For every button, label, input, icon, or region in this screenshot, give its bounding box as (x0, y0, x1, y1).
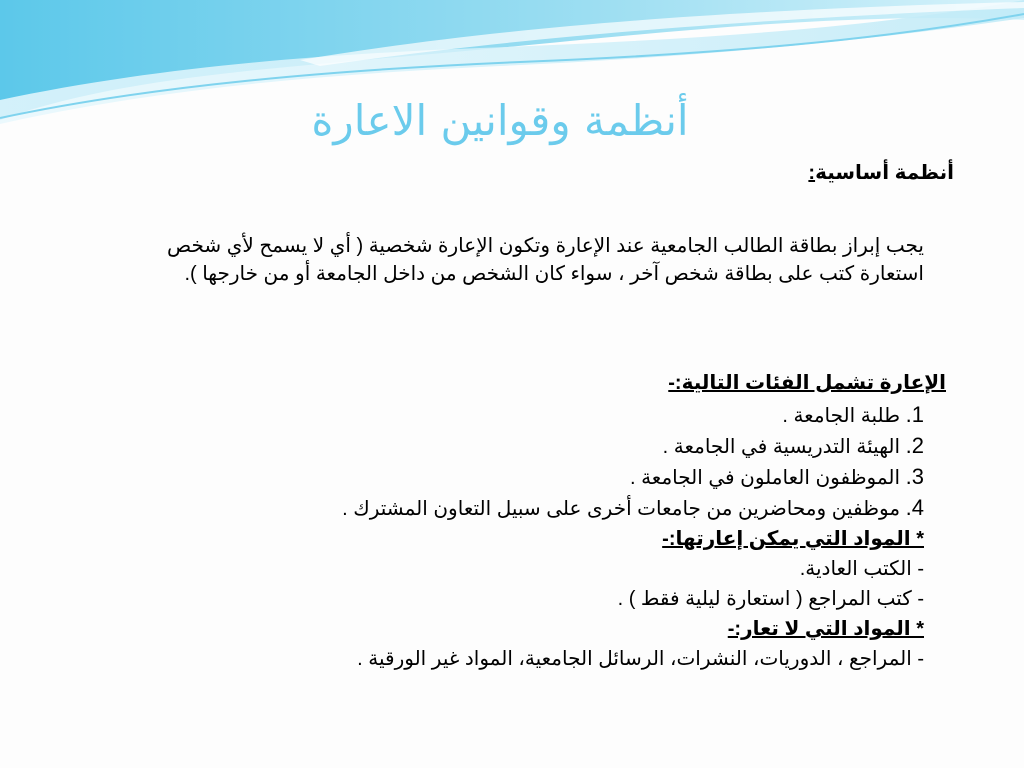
list-item (164, 462, 924, 493)
list-item-text: موظفين ومحاضرين من جامعات أخرى على سبيل التعاون المشترك . (342, 498, 901, 520)
rules-list (164, 400, 924, 674)
list-item-text: الهيئة التدريسية في الجامعة . (662, 436, 901, 458)
list-item-number: 4. (905, 495, 924, 520)
list-item-text: طلبة الجامعة . (782, 405, 901, 427)
list-item-text: الموظفون العاملون في الجامعة . (629, 467, 901, 489)
list-item-number: 2. (905, 433, 924, 458)
list-item-number: 1. (905, 402, 924, 427)
categories-heading: الإعارة تشمل الفئات التالية:- (668, 372, 946, 394)
non-borrowable-heading (164, 614, 924, 644)
basic-rules-heading-colon: : (808, 162, 816, 184)
borrowable-heading (164, 524, 924, 554)
list-item (164, 493, 924, 524)
basic-rules-heading (808, 160, 954, 186)
basic-rules-paragraph: يجب إبراز بطاقة الطالب الجامعية عند الإعارة وتكون الإعارة شخصية ( أي لا يسمح لأي شخص استعارة كتب على بطاقة شخص آخر ، سواء كان الشخص من داخل الجامعة أو من خارجها ). (166, 235, 924, 285)
list-item: - المراجع ، الدوريات، النشرات، الرسائل الجامعية، المواد غير الورقية . (357, 648, 924, 670)
borrowable-heading-text: * المواد التي يمكن إعارتها:- (662, 528, 924, 550)
list-item (164, 400, 924, 431)
non-borrowable-heading-text: * المواد التي لا تعار:- (727, 618, 924, 640)
list-item (164, 431, 924, 462)
list-item: - كتب المراجع ( استعارة ليلية فقط ) . (617, 588, 924, 610)
list-item: - الكتب العادية. (799, 558, 924, 580)
basic-rules-heading-text: أنظمة أساسية (815, 162, 954, 184)
list-item-number: 3. (905, 464, 924, 489)
slide-title: أنظمة وقوانين الاعارة (311, 96, 689, 145)
